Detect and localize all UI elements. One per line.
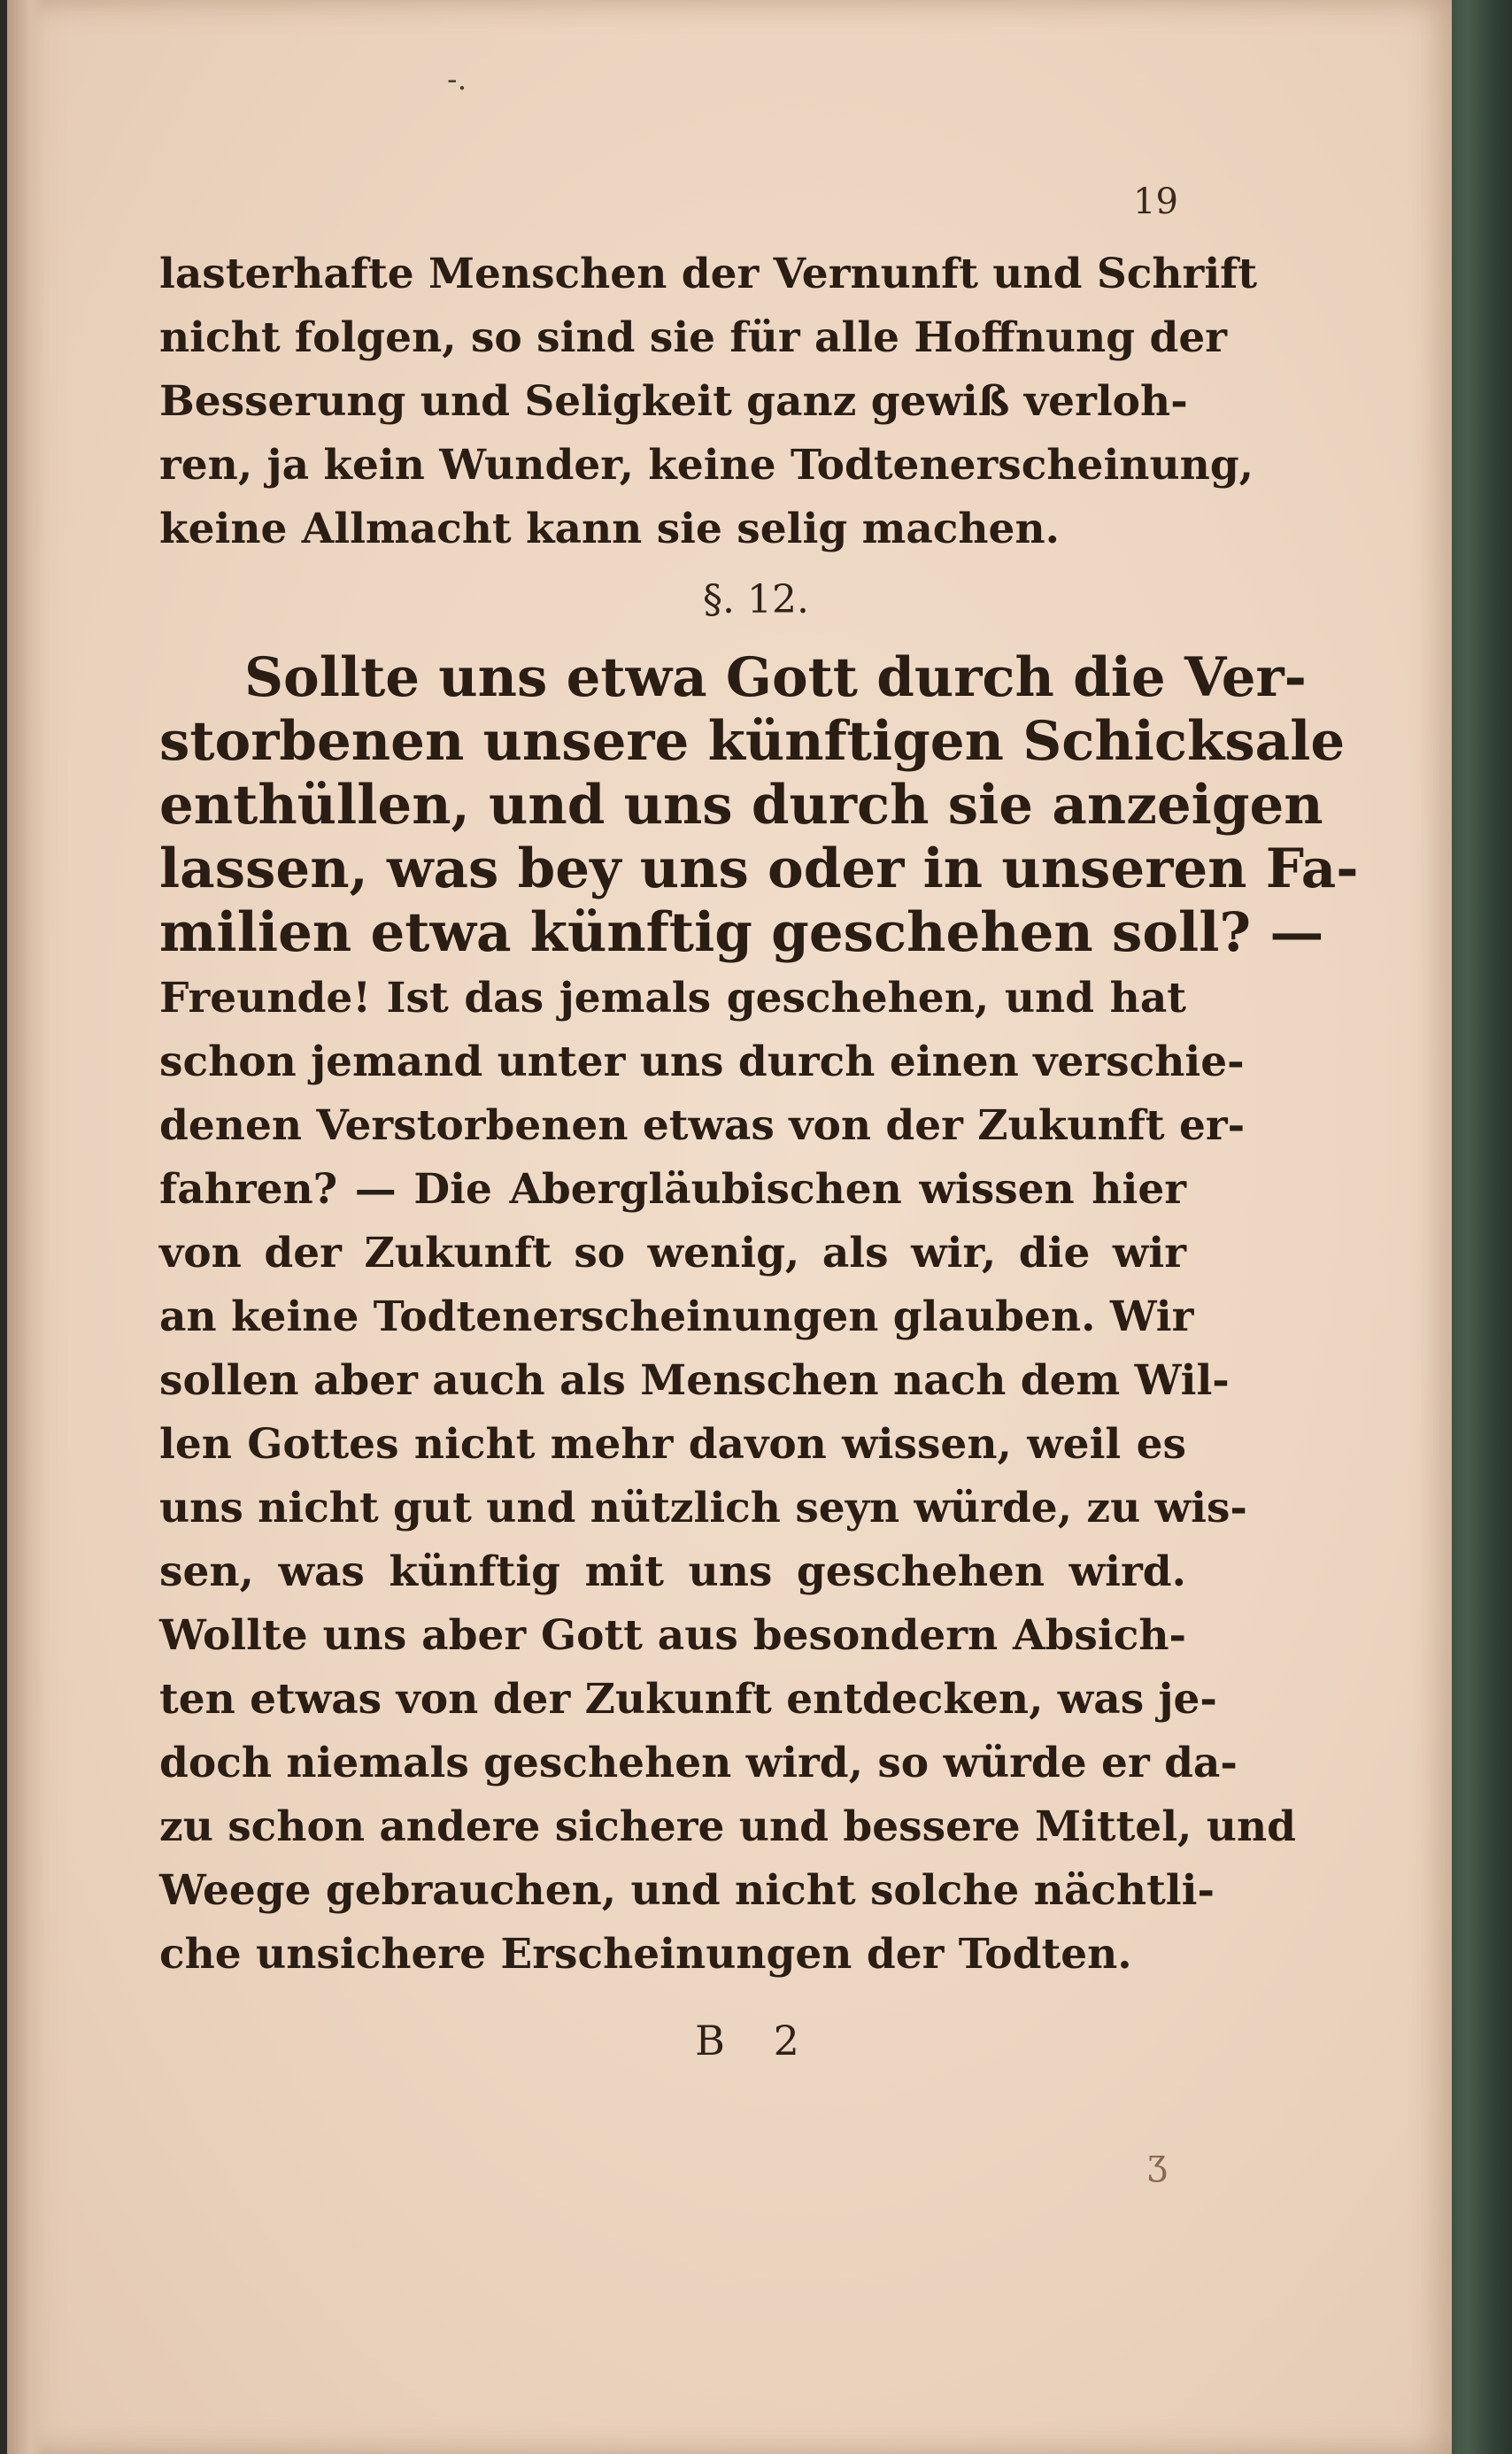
text-line: an keine Todtenerscheinungen glauben. Wir (159, 1293, 1194, 1341)
text-line: ren, ja kein Wunder, keine Todtenerscheinung, (159, 441, 1254, 490)
text-line: len Gottes nicht mehr davon wissen, weil es (159, 1420, 1186, 1469)
text-line: doch niemals geschehen wird, so würde er da- (159, 1739, 1238, 1787)
text-line: von der Zukunft so wenig, als wir, die wir (159, 1229, 1186, 1277)
book-cover-edge (1443, 0, 1512, 2454)
text-line: Wollte uns aber Gott aus besondern Absich- (159, 1611, 1186, 1660)
text-line: Freunde! Ist das jemals geschehen, und hat (159, 974, 1186, 1023)
text-line: Weege gebrauchen, und nicht solche nächtli- (159, 1866, 1215, 1915)
text-line: zu schon andere sichere und bessere Mittel, und (159, 1802, 1296, 1851)
text-line: uns nicht gut und nützlich seyn würde, zu wis- (159, 1484, 1247, 1532)
page-sheet (7, 0, 1452, 2454)
text-line: ten etwas von der Zukunft entdecken, was je- (159, 1675, 1217, 1724)
section-heading: §. 12. (703, 577, 809, 622)
gutter-shade (7, 0, 46, 2454)
text-line: Besserung und Seligkeit ganz gewiß verloh- (159, 377, 1188, 426)
printer-signature-mark: B 2 (695, 2017, 817, 2064)
text-line: denen Verstorbenen etwas von der Zukunft er- (159, 1101, 1246, 1150)
text-line: che unsichere Erscheinungen der Todten. (159, 1930, 1132, 1979)
page-number: 19 (1133, 181, 1178, 222)
text-line: lasterhafte Menschen der Vernunft und Schrift (159, 250, 1258, 298)
ink-smudge: -. (447, 62, 467, 97)
paper-stain: ʒ (1147, 2142, 1168, 2183)
text-line: keine Allmacht kann sie selig machen. (159, 505, 1060, 553)
text-line: sen, was künftig mit uns geschehen wird. (159, 1547, 1186, 1596)
text-line: storbenen unsere künftigen Schicksale (159, 710, 1346, 773)
text-line: lassen, was bey uns oder in unseren Fa- (159, 837, 1359, 900)
text-line: Sollte uns etwa Gott durch die Ver- (244, 646, 1307, 709)
text-line: nicht folgen, so sind sie für alle Hoffnung der (159, 313, 1227, 362)
text-line: schon jemand unter uns durch einen verschie- (159, 1038, 1245, 1086)
text-line: enthüllen, und uns durch sie anzeigen (159, 774, 1323, 837)
text-line: milien etwa künftig geschehen soll? — (159, 901, 1324, 964)
text-line: sollen aber auch als Menschen nach dem Wil- (159, 1356, 1230, 1405)
text-line: fahren? — Die Abergläubischen wissen hier (159, 1165, 1186, 1214)
